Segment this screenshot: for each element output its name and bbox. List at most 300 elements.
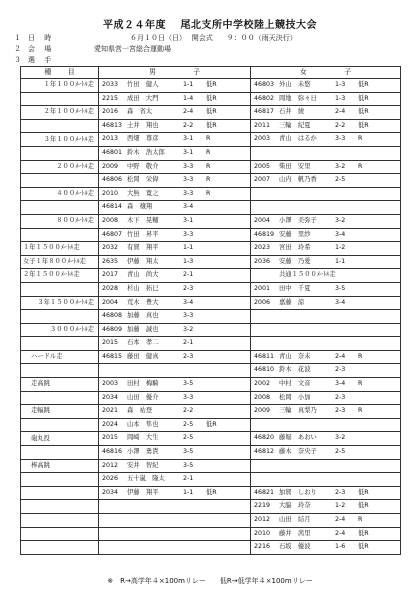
girls-cell [251, 391, 401, 405]
entry-name: 小澤 美弥子 [279, 216, 317, 224]
entry-name: 共通１５００ﾒｰﾄﾙ走 [279, 271, 336, 279]
boys-cell [99, 391, 251, 405]
event-cell [21, 310, 99, 324]
entry-class: 2-5 [335, 448, 346, 456]
boys-entry [99, 337, 250, 350]
entry-number: 46808 [102, 312, 123, 320]
entry-relay-mark: 低R [358, 121, 369, 129]
entry-number: 2006 [254, 298, 271, 306]
info-label-entrants: 選 手 [28, 56, 52, 64]
girls-cell [251, 133, 401, 147]
entry-number: 46806 [102, 176, 123, 184]
girls-cell [251, 160, 401, 174]
table-row [21, 296, 401, 310]
boys-entry [99, 528, 250, 541]
entry-relay-mark: R [206, 162, 211, 170]
boys-cell [99, 486, 251, 500]
entry-name: 石本 孝二 [127, 339, 159, 347]
girls-cell [251, 418, 401, 432]
entry-class: 1-3 [335, 94, 346, 102]
table-row [21, 446, 401, 460]
event-cell: ８００ﾒｰﾄﾙ走 [21, 214, 99, 228]
entry-class: 1-3 [183, 257, 194, 265]
info-number: ２ [14, 45, 21, 53]
boys-cell [99, 527, 251, 541]
entry-name: 竹田 健人 [127, 81, 159, 88]
boys-cell [99, 514, 251, 528]
table-row [21, 146, 401, 160]
girls-cell [251, 282, 401, 296]
entry-number: 2216 [254, 543, 271, 551]
entry-name: 安藤 里紗 [279, 230, 311, 238]
info-value-venue: 愛知県営一宮総合運動場 [94, 45, 171, 53]
table-row [21, 527, 401, 541]
table-row [21, 269, 401, 283]
entry-relay-mark: R [358, 352, 363, 360]
boys-cell [99, 405, 251, 419]
entry-relay-mark: 低R [206, 81, 217, 88]
entry-class: 3-3 [335, 135, 346, 143]
entry-relay-mark: R [206, 135, 211, 143]
header-boys: 男 子 [99, 67, 251, 79]
entry-name: 宮田 玲希 [279, 244, 311, 252]
entry-number: 46812 [254, 448, 275, 456]
girls-entry [251, 528, 400, 541]
entry-number: 2008 [102, 216, 119, 224]
event-cell: ハードル走 [21, 350, 99, 364]
entry-relay-mark: 低R [206, 121, 217, 129]
entry-class: 2-4 [335, 516, 346, 523]
girls-cell [251, 174, 401, 188]
girls-entry [251, 283, 400, 296]
boys-cell [99, 242, 251, 256]
event-cell [21, 527, 99, 541]
boys-cell [99, 323, 251, 337]
entry-number: 2008 [254, 393, 271, 401]
entry-relay-mark: R [358, 135, 363, 143]
boys-cell [99, 228, 251, 242]
entry-number: 46815 [102, 352, 123, 360]
boys-entry [99, 297, 250, 310]
boys-cell [99, 446, 251, 460]
table-row [21, 418, 401, 432]
entry-class: 3-2 [335, 162, 346, 170]
boys-entry [99, 201, 250, 214]
entry-name: 杉山 拓巳 [127, 284, 159, 292]
entry-name: 有賀 翔平 [127, 244, 159, 252]
girls-cell [251, 119, 401, 133]
event-cell [21, 119, 99, 133]
entry-class: 2-5 [335, 176, 346, 184]
girls-cell [251, 323, 401, 337]
girls-entry [251, 351, 400, 364]
entry-class: 3-5 [183, 448, 194, 456]
girls-entry [251, 133, 400, 146]
entry-name: 松岡 小加 [279, 393, 311, 401]
event-cell [21, 418, 99, 432]
entry-number: 2032 [102, 244, 119, 252]
event-cell: ２年１００ﾒｰﾄﾙ走 [21, 106, 99, 120]
boys-entry [99, 310, 250, 323]
entry-number: 2009 [254, 407, 271, 415]
table-row [21, 486, 401, 500]
entry-name: 岡地 弥々日 [279, 94, 317, 102]
table-row [21, 133, 401, 147]
boys-cell [99, 255, 251, 269]
boys-entry [99, 256, 250, 269]
entry-class: 3-3 [183, 312, 194, 320]
entry-name: 青山 尚大 [127, 271, 159, 279]
girls-entry [251, 419, 400, 432]
event-cell: ３０００ﾒｰﾄﾙ走 [21, 323, 99, 337]
event-cell [21, 282, 99, 296]
boys-entry [99, 79, 250, 92]
entry-relay-mark: 低R [358, 543, 369, 551]
entry-number: 2012 [254, 516, 271, 523]
entry-name: 岡崎 大生 [127, 434, 159, 442]
event-cell [21, 228, 99, 242]
entry-number: 46809 [102, 325, 123, 333]
table-row [21, 541, 401, 555]
girls-cell [251, 255, 401, 269]
girls-cell [251, 228, 401, 242]
event-cell [21, 391, 99, 405]
table-row [21, 174, 401, 188]
entry-number: 46821 [254, 488, 275, 496]
event-cell: ２年１５００ﾒｰﾄﾙ走 [21, 269, 99, 283]
boys-entry [99, 120, 250, 133]
entry-name: 藤田 健真 [127, 352, 159, 360]
event-cell: １年１００ﾒｰﾄﾙ走 [21, 79, 99, 93]
boys-entry [99, 242, 250, 255]
entry-class: 3-4 [183, 298, 194, 306]
entry-name: 小澤 勇貴 [127, 448, 159, 456]
entry-class: 1-2 [335, 244, 346, 252]
entry-relay-mark: R [206, 148, 211, 156]
girls-entry [251, 324, 400, 337]
info-number: １ [14, 34, 21, 42]
boys-cell [99, 269, 251, 283]
entry-class: 2-4 [335, 352, 346, 360]
event-cell: ３年１００ﾒｰﾄﾙ走 [21, 133, 99, 147]
entry-number: 2635 [102, 257, 119, 265]
entry-name: 伊藤 翔太 [127, 257, 159, 265]
event-cell: ２００ﾒｰﾄﾙ走 [21, 160, 99, 174]
entry-class: 3-3 [183, 176, 194, 184]
boys-cell [99, 541, 251, 555]
table-row [21, 500, 401, 514]
girls-entry [251, 364, 400, 377]
entry-number: 2007 [254, 176, 271, 184]
entry-number: 46801 [102, 148, 123, 156]
entry-name: 藤木 奈央子 [279, 448, 317, 456]
girls-entry [251, 147, 400, 160]
entry-number: 2009 [102, 162, 119, 170]
boys-entry [99, 378, 250, 391]
entry-name: 三輪 真梨乃 [279, 407, 317, 415]
entry-class: 3-5 [183, 380, 194, 388]
event-cell [21, 364, 99, 378]
boys-cell [99, 282, 251, 296]
entry-relay-mark: R [206, 189, 211, 197]
girls-cell [251, 350, 401, 364]
boys-cell [99, 187, 251, 201]
entry-number: 2010 [254, 529, 271, 537]
girls-cell [251, 269, 401, 283]
girls-entry [251, 392, 400, 405]
entry-number: 2012 [102, 461, 119, 469]
table-row [21, 242, 401, 256]
entry-class: 3-4 [335, 298, 346, 306]
girls-entry [251, 215, 400, 228]
boys-entry [99, 405, 250, 418]
boys-entry [99, 446, 250, 459]
boys-cell [99, 174, 251, 188]
entry-name: 鈴木 花波 [279, 366, 311, 374]
girls-entry [251, 378, 400, 391]
entry-name: 森 穣翔 [127, 203, 153, 211]
girls-entry [251, 201, 400, 214]
event-cell: ４００ﾒｰﾄﾙ走 [21, 187, 99, 201]
entry-relay-mark: 低R [206, 94, 217, 102]
entry-name: 加藤 真也 [127, 312, 159, 320]
entry-class: 3-3 [183, 189, 194, 197]
relay-footnote: ※ R→高学年４×100mリレー 低R→低学年４×100mリレー [107, 577, 313, 585]
entry-name: 山田 結月 [279, 516, 311, 523]
table-row [21, 187, 401, 201]
boys-cell [99, 214, 251, 228]
entry-name: 藤井 茜里 [279, 529, 311, 537]
entry-number: 46803 [254, 81, 275, 88]
boys-cell [99, 106, 251, 120]
entry-class: 1-1 [335, 257, 346, 265]
boys-entry [99, 364, 250, 377]
entry-class: 2-5 [183, 434, 194, 442]
entry-name: 田村 梅騎 [127, 380, 159, 388]
girls-cell [251, 242, 401, 256]
boys-entry [99, 133, 250, 146]
entry-name: 伊藤 翔平 [127, 488, 159, 496]
entry-class: 1-1 [183, 244, 194, 252]
info-number: ３ [14, 56, 21, 64]
entry-relay-mark: 低R [206, 420, 217, 428]
entry-class: 3-3 [183, 230, 194, 238]
entry-name: 森 省太 [127, 108, 153, 116]
event-cell [21, 201, 99, 215]
boys-cell [99, 473, 251, 487]
entry-name: 竹田 昇平 [127, 230, 159, 238]
boys-cell [99, 418, 251, 432]
entry-class: 3-1 [183, 135, 194, 143]
entry-relay-mark: 低R [206, 488, 217, 496]
table-row [21, 119, 401, 133]
entry-number: 2215 [102, 94, 119, 102]
entry-number: 2036 [254, 257, 271, 265]
event-cell [21, 146, 99, 160]
entry-name: 石井 綾 [279, 108, 305, 116]
boys-cell [99, 79, 251, 93]
entry-class: 2-3 [335, 366, 346, 374]
event-cell: ３年１５００ﾒｰﾄﾙ走 [21, 296, 99, 310]
table-row [21, 473, 401, 487]
entry-number: 46814 [102, 203, 123, 211]
entry-number: 2024 [102, 420, 119, 428]
entry-name: 嘉藤 涼 [279, 298, 305, 306]
boys-entry [99, 324, 250, 337]
boys-entry [99, 432, 250, 445]
boys-cell [99, 350, 251, 364]
entry-class: 2-2 [335, 121, 346, 129]
info-label-date: 日 時 [28, 34, 52, 42]
entry-relay-mark: 低R [358, 81, 369, 88]
entry-class: 3-1 [183, 148, 194, 156]
entry-number: 46820 [254, 434, 275, 442]
boys-entry [99, 351, 250, 364]
boys-entry [99, 500, 250, 513]
girls-entry [251, 161, 400, 174]
table-row [21, 79, 401, 93]
entry-name: 鈴木 浩太郎 [127, 148, 165, 156]
entry-name: 山本 隼也 [127, 420, 159, 428]
boys-entry [99, 419, 250, 432]
entry-name: 加藤 誠也 [127, 325, 159, 333]
girls-entry [251, 337, 400, 350]
entry-class: 2-4 [183, 108, 194, 116]
girls-entry [251, 487, 400, 500]
entry-number: 2034 [102, 488, 119, 496]
event-cell [21, 541, 99, 555]
girls-entry [251, 297, 400, 310]
entry-number: 46817 [254, 108, 275, 116]
girls-cell [251, 514, 401, 528]
girls-entry [251, 174, 400, 187]
entry-class: 1-1 [183, 81, 194, 88]
entry-relay-mark: R [358, 162, 363, 170]
girls-cell [251, 473, 401, 487]
entry-relay-mark: 低R [358, 529, 369, 537]
entry-class: 2-2 [183, 407, 194, 415]
table-header-row [21, 67, 401, 79]
entry-number: 2004 [102, 298, 119, 306]
entry-name: 松岡 栄偉 [127, 176, 159, 184]
entry-relay-mark: R [206, 176, 211, 184]
entry-number: 2013 [102, 135, 119, 143]
boys-cell [99, 310, 251, 324]
table-row [21, 350, 401, 364]
entry-number: 2017 [102, 271, 119, 279]
girls-cell [251, 432, 401, 446]
entry-number: 2033 [102, 81, 119, 88]
girls-cell [251, 187, 401, 201]
document-title: 平成２４年度 尾北支所中学校陸上競技大会 [103, 20, 317, 31]
table-row [21, 160, 401, 174]
entry-number: 46811 [254, 352, 275, 360]
event-cell: 棒高跳 [21, 459, 99, 473]
entry-relay-mark: R [358, 407, 363, 415]
boys-cell [99, 296, 251, 310]
event-cell [21, 500, 99, 514]
girls-entry [251, 79, 400, 92]
entry-number: 2011 [254, 121, 271, 129]
entry-number: 2219 [254, 502, 271, 510]
girls-entry [251, 120, 400, 133]
entry-number: 2002 [254, 380, 271, 388]
entry-number: 2001 [254, 284, 271, 292]
entry-number: 2026 [102, 475, 119, 483]
entry-number: 2034 [102, 393, 119, 401]
girls-entry [251, 229, 400, 242]
entry-name: 石坂 優波 [279, 543, 311, 551]
girls-entry [251, 310, 400, 323]
entry-class: 1-1 [183, 488, 194, 496]
entry-number: 2010 [102, 189, 119, 197]
boys-cell [99, 201, 251, 215]
boys-entry [99, 283, 250, 296]
entry-relay-mark: 低R [358, 502, 369, 510]
boys-entry [99, 174, 250, 187]
boys-cell [99, 337, 251, 351]
boys-cell [99, 133, 251, 147]
entry-class: 3-2 [335, 434, 346, 442]
entry-class: 3-5 [183, 461, 194, 469]
boys-cell [99, 378, 251, 392]
entry-relay-mark: 低R [358, 108, 369, 116]
event-cell [21, 446, 99, 460]
entry-class: 2-3 [335, 407, 346, 415]
girls-cell [251, 92, 401, 106]
entry-name: 西畑 尊彦 [127, 135, 159, 143]
entry-name: 大脇 玲奈 [279, 502, 311, 510]
girls-entry [251, 460, 400, 473]
table-row [21, 255, 401, 269]
event-cell [21, 514, 99, 528]
entry-class: 2-1 [183, 271, 194, 279]
entry-name: 中野 敬介 [127, 162, 159, 170]
girls-cell [251, 486, 401, 500]
event-cell: 砲丸投 [21, 432, 99, 446]
header-girls: 女 子 [251, 67, 401, 79]
entry-name: 大無 寛之 [127, 189, 159, 197]
table-row [21, 378, 401, 392]
entry-relay-mark: 低R [358, 94, 369, 102]
entry-number: 46807 [102, 230, 123, 238]
entry-class: 1-4 [183, 94, 194, 102]
entry-class: 2-3 [335, 488, 346, 496]
table-row [21, 106, 401, 120]
entry-number: 46813 [102, 121, 123, 129]
event-cell: １年１５００ﾒｰﾄﾙ走 [21, 242, 99, 256]
boys-entry [99, 460, 250, 473]
table-row [21, 514, 401, 528]
entry-number: 46816 [102, 448, 123, 456]
entry-relay-mark: 低R [206, 108, 217, 116]
boys-cell [99, 459, 251, 473]
event-cell [21, 473, 99, 487]
girls-cell [251, 459, 401, 473]
event-cell [21, 92, 99, 106]
girls-cell [251, 79, 401, 93]
entry-number: 2005 [254, 162, 271, 170]
girls-entry [251, 541, 400, 554]
entry-number: 2004 [254, 216, 271, 224]
table-row [21, 391, 401, 405]
girls-cell [251, 405, 401, 419]
boys-entry [99, 188, 250, 201]
entry-name: 藤堀 あおい [279, 434, 317, 442]
entry-name: 外山 未悠 [279, 81, 311, 88]
girls-cell [251, 214, 401, 228]
entry-name: 土井 翔也 [127, 121, 159, 129]
